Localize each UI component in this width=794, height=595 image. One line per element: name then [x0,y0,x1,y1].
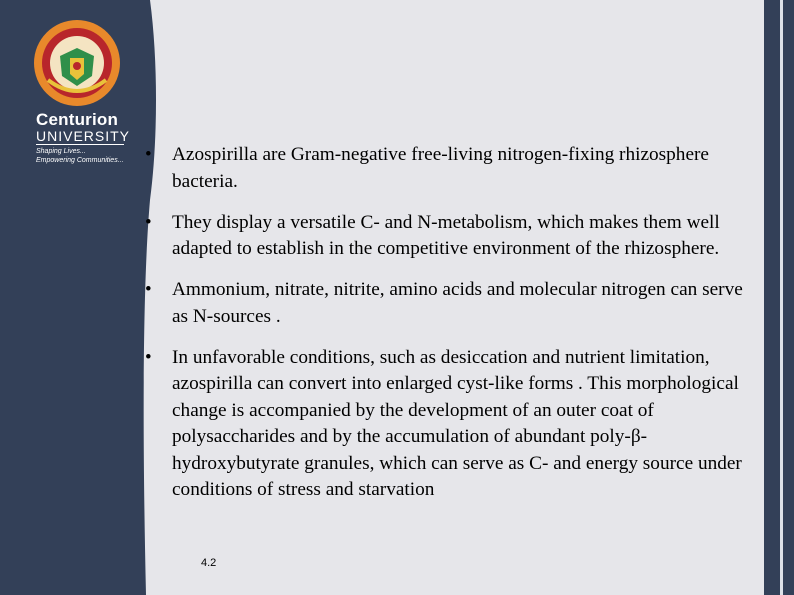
right-edge-strip [764,0,794,595]
bullet-item [145,277,745,330]
page-number: 4.2 [201,557,217,569]
brand-divider [36,144,124,145]
brand-tagline-2: Empowering Communities... [36,157,124,164]
bullet-text: Azospirilla are Gram-negative free-living nitrogen-fixing rhizosphere bacteria. [172,144,709,192]
bullet-icon: • [145,144,152,165]
bullet-list [145,142,745,504]
bullet-text: They display a versatile C- and N-metabolism, which makes them well adapted to establish in the competitive environment of the rhizosphere. [172,211,720,259]
brand-subtitle: UNIVERSITY [36,128,131,144]
bullet-icon: • [145,211,152,233]
slide-content [145,142,745,518]
bullet-icon: • [145,279,152,300]
brand-name: Centurion [36,110,119,129]
bullet-item [145,142,745,195]
bullet-icon: • [145,346,152,368]
bullet-text: In unfavorable conditions, such as desiccation and nutrient limitation, azospirilla can convert into enlarged cyst-like forms . This morphological change is accompanied by the development of an outer coat of polysaccharides and by the accumulation of abundant poly-β-hydroxybutyrate granules, which can serve as C- and energy source under conditions of stress and starvation [172,346,742,500]
right-edge-line [780,0,783,595]
university-crest-logo [30,18,125,108]
bullet-item [145,210,745,263]
bullet-item [145,345,745,504]
brand-tagline-1: Shaping Lives... [36,148,86,155]
bullet-text: Ammonium, nitrate, nitrite, amino acids and molecular nitrogen can serve as N-sources . [172,279,743,327]
